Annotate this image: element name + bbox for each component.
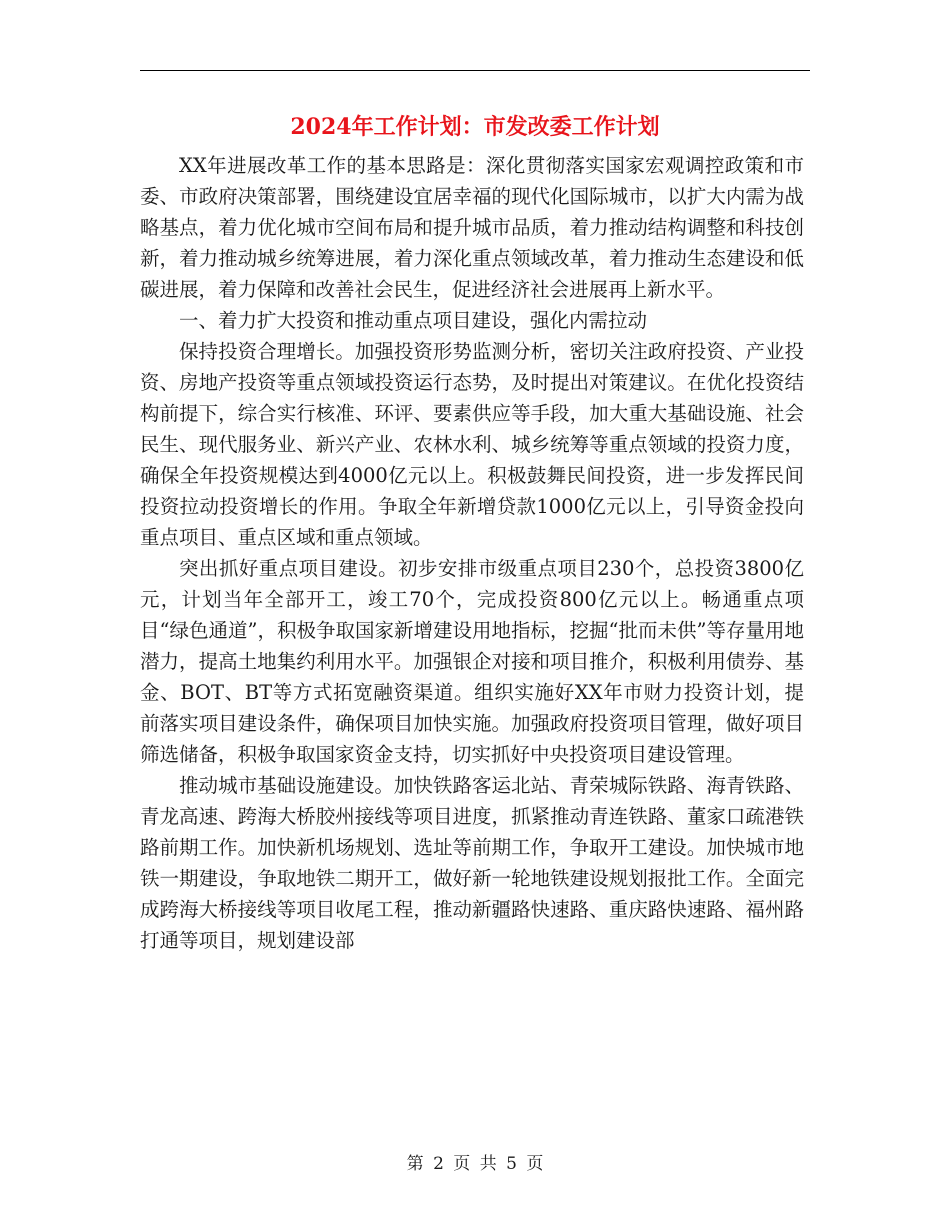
header-rule bbox=[140, 70, 810, 71]
paragraph-intro: XX年进展改革工作的基本思路是：深化贯彻落实国家宏观调控政策和市委、市政府决策部署，围绕建设宜居幸福的现代化国际城市，以扩大内需为战略基点，着力优化城市空间布局和提升城市品质，着力推动结构调整和科技创新，着力推动城乡统筹进展，着力深化重点领域改革，着力推动生态建设和低碳进展，着力保障和改善社会民生，促进经济社会进展再上新水平。 bbox=[140, 154, 804, 301]
paragraph-infrastructure: 推动城市基础设施建设。加快铁路客运北站、青荣城际铁路、海青铁路、青龙高速、跨海大桥胶州接线等项目进度，抓紧推动青连铁路、董家口疏港铁路前期工作。加快新机场规划、选址等前期工作，争取开工建设。加快城市地铁一期建设，争取地铁二期开工，做好新一轮地铁建设规划报批工作。全面完成跨海大桥接线等项目收尾工程，推动新疆路快速路、重庆路快速路、福州路打通等项目，规划建设部 bbox=[140, 774, 804, 952]
section-heading: 一、着力扩大投资和推动重点项目建设，强化内需拉动 bbox=[179, 309, 648, 332]
page-number-footer: 第 2 页 共 5 页 bbox=[406, 1154, 544, 1174]
paragraph-investment-growth: 保持投资合理增长。加强投资形势监测分析，密切关注政府投资、产业投资、房地产投资等重点领域投资运行态势，及时提出对策建议。在优化投资结构前提下，综合实行核准、环评、要素供应等手段，加大重大基础设施、社会民生、现代服务业、新兴产业、农林水利、城乡统筹等重点领域的投资力度，确保全年投资规模达到4000亿元以上。积极鼓舞民间投资，进一步发挥民间投资拉动投资增长的作用。争取全年新增贷款1000亿元以上，引导资金投向重点项目、重点区域和重点领域。 bbox=[140, 340, 804, 549]
document-title: 2024年工作计划：市发改委工作计划 bbox=[290, 114, 660, 140]
paragraph-key-projects: 突出抓好重点项目建设。初步安排市级重点项目230个，总投资3800亿元，计划当年全部开工，竣工70个，完成投资800亿元以上。畅通重点项目“绿色通道”，积极争取国家新增建设用地指标，挖掘“批而未供”等存量用地潜力，提高土地集约利用水平。加强银企对接和项目推介，积极利用债券、基金、BOT、BT等方式拓宽融资渠道。组织实施好XX年市财力投资计划，提前落实项目建设条件，确保项目加快实施。加强政府投资项目管理，做好项目筛选储备，积极争取国家资金支持，切实抓好中央投资项目建设管理。 bbox=[140, 557, 804, 766]
document-body bbox=[140, 150, 804, 956]
